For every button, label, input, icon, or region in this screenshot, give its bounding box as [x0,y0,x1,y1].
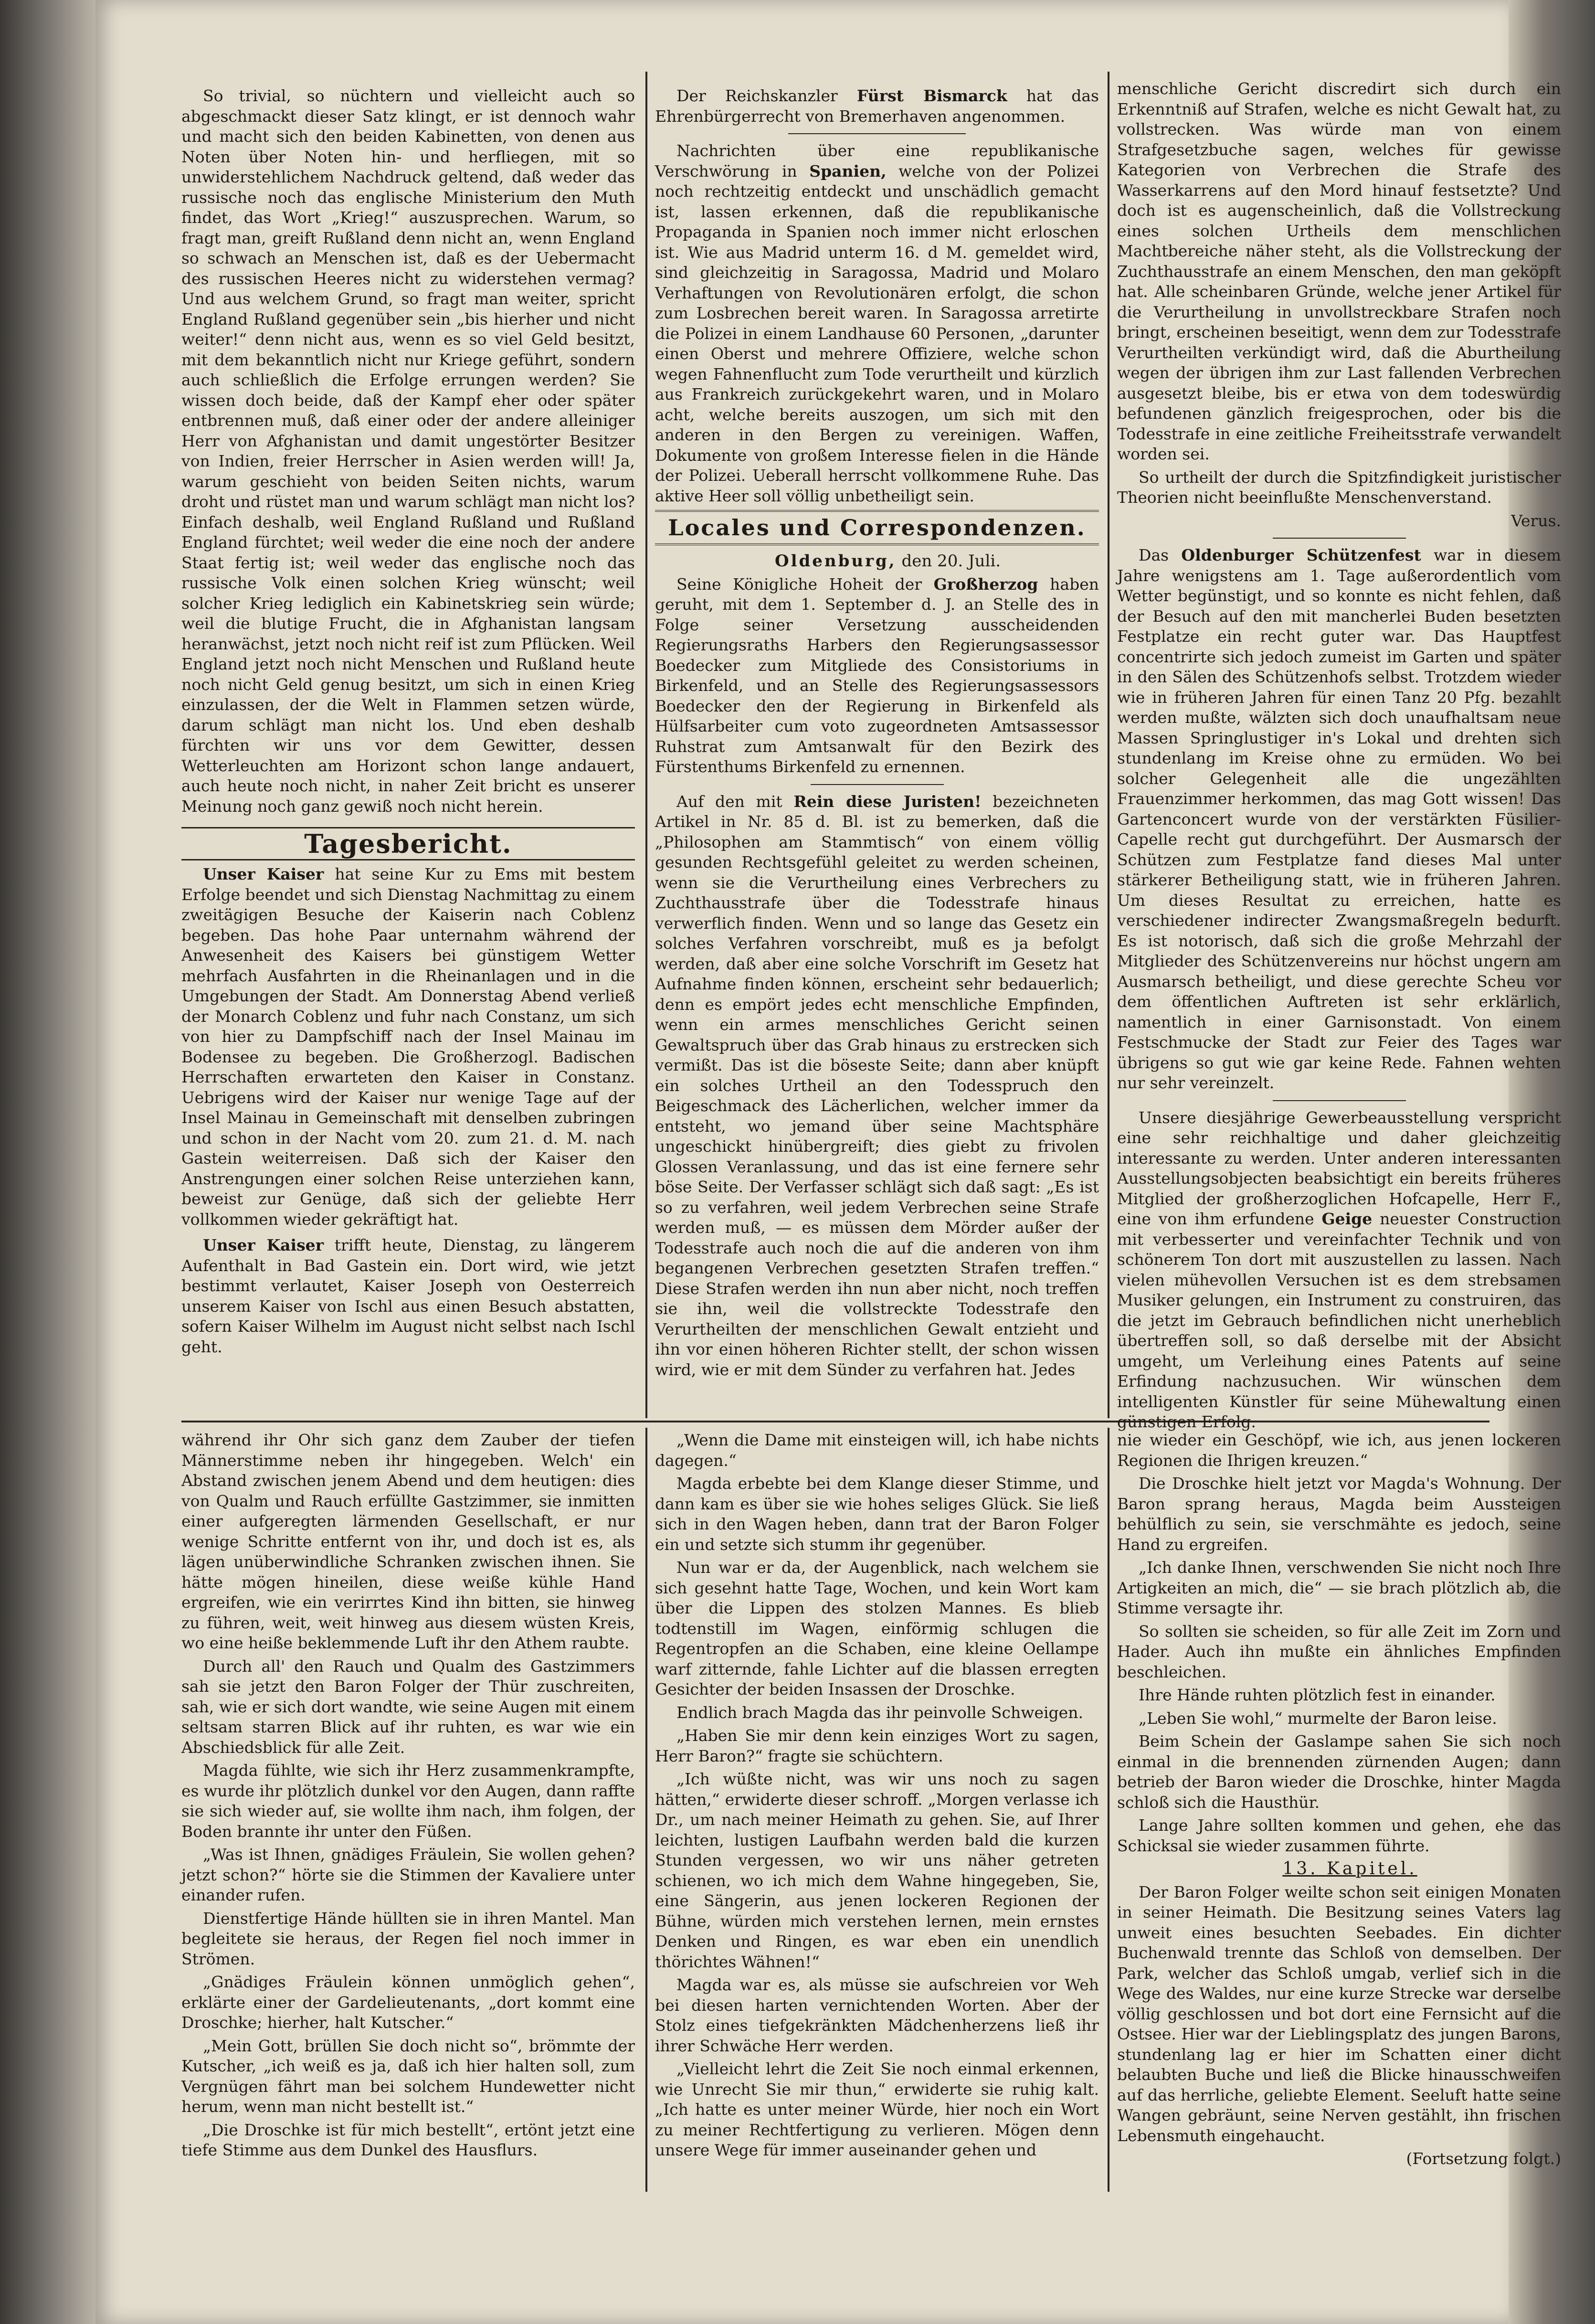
lead-spanien: Spanien, [809,161,887,180]
feuilleton-column-1 [181,1430,635,2194]
top-column-3 [1117,79,1561,1431]
article-grossherzog: Seine Königliche Hoheit der Großherzog haben geruht, mit dem 1. September d. J. an Stelle des in Folge seiner Versetzung ausscheidenden Regierungsraths Harbers den Regierungsassessor Boedecker zum Mitgliede des Consistoriums in Birkenfeld, und an Stelle des Regierungsassessors Boedecker den der Regierung in Birkenfeld als Hülfsarbeiter cum voto zugeordneten Amtsassessor Ruhstrat zum Amtsanwalt für den Bezirk des Fürstenthums Birkenfeld zu ernennen. [655,574,1099,776]
feuilleton-column-2 [655,1430,1099,2194]
feuilleton-paragraph: Magda erbebte bei dem Klange dieser Stimme, und dann kam es über sie wie hohes seliges Glück. Sie ließ sich in den Wagen heben, dann trat der Baron Folger ein und setzte sich stumm ihr gegenüber. [655,1474,1099,1554]
feuilleton-paragraph: „Ich wüßte nicht, was wir uns noch zu sagen hätten,“ erwiderte dieser schroff. „Morgen verlasse ich Dr., um nach meiner Heimath zu gehen. Sie, auf Ihrer leichten, lustigen Laufbahn werden bald die kurzen Stunden vergessen, wo wir uns näher getreten schienen, wo ich mich dem Wahne hingegeben, Sie, eine Sängerin, aus jenen lockeren Regionen der Bühne, würden mich verstehen lernen, mein ernstes Denken und Ringen, es war eben ein unendlich thörichtes Wähnen!“ [655,1770,1099,1971]
article-juristen-continued: menschliche Gericht discredirt sich durch ein Erkenntniß auf Strafen, welche es nicht Gewalt hat, zu vollstrecken. Was würde man von einem Strafgesetzbuche sagen, welches für gewisse Kategorien von Verbrechen die Strafe des Wasserkarrens auf den Mord hinauf festsetzte? Und doch ist es augenscheinlich, daß die Vollstreckung eines solchen Urtheils dem menschlichen Machtbereiche näher steht, als die Vollstreckung der Zuchthausstrafe an einem Menschen, den man geköpft hat. Alle scheinbaren Gründe, welche jener Artikel für die Verurtheilung in unvollstreckbare Strafen noch bringt, erscheinen beseitigt, wenn dem zur Todesstrafe Verurtheilten verkündigt wird, daß die Aburtheilung wegen der übrigen ihm zur Last fallenden Verbrechen ausgesetzt bleibe, bis er etwa von dem todeswürdig befundenen gänzlich freigesprochen, oder bis die Todesstrafe in eine zeitliche Freiheitsstrafe verwandelt worden sei. [1117,79,1561,463]
feuilleton-paragraph: So sollten sie scheiden, so für alle Zeit im Zorn und Hader. Auch ihn mußte ein ähnliches Empfinden beschleichen. [1117,1622,1561,1681]
divider [1273,538,1406,539]
feuilleton-paragraph: „Vielleicht lehrt die Zeit Sie noch einmal erkennen, wie Unrecht Sie mir thun,“ erwiderte sie ruhig kalt. „Ich hatte es unter meiner Würde, hier noch ein Wort zu meiner Rechtfertigung zu verlieren. Mögen denn unsere Wege für immer auseinander gehen und [655,2059,1099,2159]
top-column-1 [181,86,635,1413]
section-heading-tagesbericht: Tagesbericht. [181,827,635,860]
feuilleton-paragraph: „Die Droschke ist für mich bestellt“, ertönt jetzt eine tiefe Stimme aus dem Dunkel des Hausflurs. [181,2120,635,2159]
column-rule [645,72,647,1418]
lead-schuetzenfest: Oldenburger Schützenfest [1181,546,1421,564]
newspaper-page [95,0,1561,2324]
article-bismarck: Der Reichskanzler Fürst Bismarck hat das Ehrenbürgerrecht von Bremerhaven angenommen. [655,86,1099,126]
article-gewerbeausstellung: Unsere diesjährige Gewerbeausstellung verspricht eine sehr reichhaltige und daher gleichzeitig interessante zu werden. Unter anderen interessanten Ausstellungsobjecten beabsichtigt ein bereits früheres Mitglied der großherzoglichen Hofcapelle, Herr F., eine von ihm erfundene Geige neuester Construction mit verbesserter und vereinfachter Technik und von schönerem Ton dort mit auszustellen zu lassen. Nach vielen mühevollen Versuchen ist es dem strebsamen Musiker gelungen, ein Instrument zu construiren, das die jetzt im Gebrauch befindlichen nicht unerheblich übertreffen soll, so daß derselbe mit der Absicht umgeht, um Verleihung eines Patents auf seine Erfindung nachzusuchen. Wir wünschen dem intelligenten Künstler für seine Mühewaltung einen günstigen Erfolg. [1117,1108,1561,1431]
article-kaiser-gastein: Unser Kaiser trifft heute, Dienstag, zu längerem Aufenthalt in Bad Gastein ein. Dort wird, wie jetzt bestimmt verlautet, Kaiser Joseph von Oesterreich unserem Kaiser von Ischl aus einen Besuch abstatten, sofern Kaiser Wilhelm im August nicht selbst nach Ischl geht. [181,1236,635,1356]
lead-kaiser: Unser Kaiser [203,1236,324,1254]
chapter-heading: 13. Kapitel. [1282,1859,1417,1878]
column-rule [645,1428,647,2192]
dateline: Oldenburg, den 20. Juli. [774,552,1001,571]
book-spine [0,0,95,2324]
signature: Verus. [1511,511,1561,530]
feuilleton-paragraph: Ihre Hände ruhten plötzlich fest in einander. [1139,1686,1496,1704]
divider [788,133,966,134]
lead-kaiser: Unser Kaiser [203,865,324,883]
article-juristen-closing: So urtheilt der durch die Spitzfindigkeit juristischer Theorien nicht beeinflußte Menschenverstand. [1117,467,1561,507]
feuilleton-paragraph: „Gnädiges Fräulein können unmöglich gehen“, erklärte einer der Gardelieutenants, „dort kommt eine Droschke; hierher, halt Kutscher.“ [181,1973,635,2032]
feuilleton-paragraph: nie wieder ein Geschöpf, wie ich, aus jenen lockeren Regionen die Ihrigen kreuzen.“ [1117,1431,1561,1470]
continuation-note: (Fortsetzung folgt.) [1406,2149,1561,2168]
divider [811,784,944,785]
feuilleton-paragraph: Nun war er da, der Augenblick, nach welchem sie sich gesehnt hatte Tage, Wochen, und kein Wort kam über die Lippen des stolzen Mannes. Es blieb todtenstill im Wagen, einförmig schlugen die Regentropfen an die Schaben, eine kleine Oellampe warf zitternde, fahle Lichter auf die blassen erregten Gesichter der beiden Insassen der Droschke. [655,1558,1099,1698]
feuilleton-paragraph: während ihr Ohr sich ganz dem Zauber der tiefen Männerstimme neben ihr hingegeben. Welch' ein Abstand zwischen jenem Abend und dem heutigen: dies von Qualm und Rauch erfüllte Gastzimmer, sie inmitten einer aufgeregten lärmenden Gesellschaft, er nur wenige Schritte entfernt von ihr, und doch ist es, als lägen unüberwindliche Schranken zwischen ihnen. Sie hätte mögen hineilen, diese weiße kühle Hand ergreifen, wie ein verirrtes Kind ihn bitten, sie hinweg zu führen, weit, weit hinweg aus diesem wüsten Kreis, wo eine heiße beklemmende Luft ihr den Athem raubte. [181,1431,635,1652]
feuilleton-paragraph: „Haben Sie mir denn kein einziges Wort zu sagen, Herr Baron?“ fragte sie schüchtern. [655,1726,1099,1765]
divider [1273,1100,1406,1101]
feuilleton-paragraph: Beim Schein der Gaslampe sahen Sie sich noch einmal in die brennenden zürnenden Augen; dann betrieb der Baron wieder die Droschke, hinter Magda schloß sich die Hausthür. [1117,1732,1561,1812]
feuilleton-paragraph: „Leben Sie wohl,“ murmelte der Baron leise. [1139,1709,1497,1728]
lead-grossherzog: Großherzog [933,574,1038,594]
feuilleton-paragraph: Der Baron Folger weilte schon seit einigen Monaten in seiner Heimath. Die Besitzung seines Vaters lag unweit eines besuchten Seebades. Ein dichter Buchenwald trennte das Schloß von demselben. Der Park, welcher das Schloß umgab, verlief sich in die Wege des Waldes, nur eine kurze Strecke war derselbe völlig geschlossen und bot dort eine Fernsicht auf die Ostsee. Hier war der Lieblingsplatz des jungen Barons, stundenlang lag er hier im Schatten einer dicht belaubten Buche und ließ die Blicke hinausschweifen auf das herrliche, geliebte Element. Seeluft hatte seine Wangen gebräunt, seine Nerven gestählt, ihn frischen Lebensmuth eingehaucht. [1117,1882,1561,2145]
feuilleton-paragraph: Die Droschke hielt jetzt vor Magda's Wohnung. Der Baron sprang heraus, Magda beim Aussteigen behülflich zu sein, sie verschmähte es jedoch, seine Hand zu ergreifen. [1117,1474,1561,1554]
feuilleton-paragraph: Magda fühlte, wie sich ihr Herz zusammenkrampfte, es wurde ihr plötzlich dunkel vor den Augen, dann raffte sie sich wieder auf, sie wollte ihm nach, ihm folgen, der Boden brannte ihr unter den Füßen. [181,1761,635,1841]
column-rule [1108,72,1109,1418]
feuilleton-paragraph: Magda war es, als müsse sie aufschreien vor Weh bei diesen harten vernichtenden Worten. Aber der Stolz eines tiefgekränkten Mädchenherzens ließ ihr ihrer Schwäche Herr werden. [655,1975,1099,2055]
lead-juristen: Rein diese Juristen! [793,792,982,811]
feuilleton-paragraph: „Was ist Ihnen, gnädiges Fräulein, Sie wollen gehen? jetzt schon?“ hörte sie die Stimmen der Kavaliere unter einander rufen. [181,1845,635,1904]
section-heading-locales: Locales und Correspondenzen. [655,510,1099,545]
column-rule [1108,1428,1109,2192]
feuilleton-paragraph: Endlich brach Magda das ihr peinvolle Schweigen. [676,1703,1083,1722]
lead-bismarck: Fürst Bismarck [856,86,1007,105]
article-spanien: Nachrichten über eine republikanische Verschwörung in Spanien, welche von der Polizei noch rechtzeitig entdeckt und unschädlich gemacht ist, lassen erkennen, daß die republikanische Propaganda in Spanien noch immer nicht erloschen ist. Wie aus Madrid unterm 16. d M. gemeldet wird, sind gleichzeitig in Saragossa, Madrid und Molaro Verhaftungen von Revolutionären erfolgt, die schon zum Losbrechen bereit waren. In Saragossa arretirte die Polizei in einem Landhause 60 Personen, „darunter einen Oberst und mehrere Offiziere, welche schon wegen Fahnenflucht zum Tode verurtheilt und kürzlich aus Frankreich zurückgekehrt waren, und in Molaro acht, welche bereits auszogen, um sich mit den anderen in den Bergen zu vereinigen. Waffen, Dokumente von großem Interesse fielen in die Hände der Polizei. Ueberall herrscht vollkommene Ruhe. Das aktive Heer soll völlig unbetheiligt sein. [655,141,1099,505]
feuilleton-paragraph: „Ich danke Ihnen, verschwenden Sie nicht noch Ihre Artigkeiten an mich, die“ — sie brach plötzlich ab, die Stimme versagte ihr. [1117,1558,1561,1617]
feuilleton-paragraph: „Mein Gott, brüllen Sie doch nicht so“, brömmte der Kutscher, „ich weiß es ja, daß ich hier halten soll, zum Vergnügen fährt man bei solchem Hundewetter nicht herum, wenn man nicht bestellt ist.“ [181,2036,635,2116]
feuilleton-paragraph: Durch all' den Rauch und Qualm des Gastzimmers sah sie jetzt den Baron Folger der Thür zuschreiten, sah, wie er sich dort wandte, wie seine Augen mit einem seltsam starren Blick auf ihr ruhten, es war wie ein Abschiedsblick für alle Zeit. [181,1656,635,1757]
article-juristen: Auf den mit Rein diese Juristen! bezeichneten Artikel in Nr. 85 d. Bl. ist zu bemerken, daß die „Philosophen am Stammtisch“ von einem völlig gesunden Rechtsgefühl geleitet zu werden scheinen, wenn sie die Verurtheilung eines Verbrechers zu Zuchthausstrafe über die Todesstrafe hinaus verwerflich finden. Wenn und so lange das Gesetz ein solches Verfahren vorschreibt, muß es ja befolgt werden, daß aber eine solche Vorschrift im Gesetz hat Aufnahme finden können, erscheint sehr bedauerlich; denn es empört jedes echt menschliche Empfinden, wenn ein armes menschliches Gericht seinen Gewaltspruch über das Grab hinaus zu erstrecken sich vermißt. Das ist die böseste Seite; dann aber knüpft ein solches Urtheil an den Todesspruch den Beigeschmack des Lächerlichen, welcher immer da entsteht, wo jemand über seine Machtsphäre ungeschickt hinübergreift; dies giebt zu frivolen Glossen Veranlassung, und das ist eine fernere sehr böse Seite. Der Verfasser schlägt sich daß sagt: „Es ist so zu verfahren, weil jedem Verbrechen seine Strafe werden muß, — es müssen dem Mörder außer der Todesstrafe auch noch die auf die anderen von ihm begangenen Verbrechen gesetzten Strafen treffen.“ Diese Strafen werden ihn nun aber nicht, noch treffen sie ihn, weil die vollstreckte Todesstrafe den Verurtheilten der menschlichen Gewalt entzieht und ihn vor einen höheren Richter stellt, der schon wissen wird, wie er mit dem Sünder zu verfahren hat. Jedes [655,792,1099,1379]
article-russia-england: So trivial, so nüchtern und vielleicht auch so abgeschmackt dieser Satz klingt, er ist dennoch wahr und macht sich den beiden Kabinetten, von denen aus Noten über Noten hin- und herfliegen, mit so unwiderstehlichem Nachdruck geltend, daß weder das russische noch das englische Ministerium den Muth findet, das Wort „Krieg!“ auszusprechen. Warum, so fragt man, greift Rußland denn nicht an, wenn England so schwach an Menschen ist, daß es der Uebermacht des russischen Heeres nicht zu widerstehen vermag? Und aus welchem Grund, so fragt man weiter, spricht England Rußland gegenüber sein „bis hierher und nicht weiter!“ denn nicht aus, wenn es so viel Geld besitzt, mit dem bekanntlich nicht nur Kriege geführt, sondern auch schließlich die Erfolge errungen werden? Sie wissen doch beide, daß der Kampf eher oder später entbrennen muß, daß einer oder der andere alleiniger Herr von Afghanistan und damit ungestörter Besitzer von Indien, freier Herrscher in Asien werden will! Ja, warum geschieht von beiden Seiten nichts, warum droht und rüstet man und warum schlägt man nicht los? Einfach deshalb, weil England Rußland und Rußland England fürchtet; weil weder die eine noch der andere Staat fertig ist; weil weder das englische noch das russische Volk einen solchen Krieg wünscht; weil solcher Krieg lediglich ein Kabinetskrieg sein würde; weil die blutige Frucht, die in Afghanistan langsam heranwächst, jetzt noch nicht reif ist zum Pflücken. Weil England jetzt noch nicht Menschen und Rußland heute noch nicht Geld genug besitzt, um sich in einen Krieg einzulassen, der die Welt in Flammen setzen würde, darum schlägt man nicht los. Und eben deshalb fürchten wir uns vor dem Gewitter, dessen Wetterleuchten am Horizont schon lange andauert, auch heute noch nicht, in naher Zeit bricht es unserer Meinung noch ganz gewiß noch nicht herein. [181,86,635,816]
lead-geige: Geige [1321,1210,1373,1228]
feuilleton-paragraph: „Wenn die Dame mit einsteigen will, ich habe nichts dagegen.“ [655,1431,1099,1470]
feuilleton-paragraph: Lange Jahre sollten kommen und gehen, ehe das Schicksal sie wieder zusammen führte. [1117,1816,1561,1855]
article-schuetzenfest: Das Oldenburger Schützenfest war in diesem Jahre wenigstens am 1. Tage außerordentlich vom Wetter begünstigt, und so konnte es nicht fehlen, daß der Besuch auf den mit mancherlei Buden besetzten Festplatze ein recht guter war. Das Hauptfest concentrirte sich jedoch zumeist im Garten und später in den Sälen des Schützenhofs selbst. Trotzdem wieder wie in früheren Jahren für einen Tanz 20 Pfg. bezahlt werden mußte, wälzten sich doch unaufhaltsam neue Massen Springlustiger in's Lokal und drehten sich stundenlang im Kreise ohne zu ermüden. Wo bei solcher Gelegenheit alle die ungezählten Frauenzimmer herkommen, das mag Gott wissen! Das Gartenconcert wurde von der verstärkten Füsilier-Capelle recht gut durchgeführt. Der Ausmarsch der Schützen zum Festplatze fand dieses Mal unter stärkerer Betheiligung statt, wie in früheren Jahren. Um dieses Resultat zu erreichen, hatte es verschiedener indirecter Zwangsmaßregeln bedurft. Es ist notorisch, daß sich die große Mehrzahl der Mitglieder des Schützenvereins nur höchst ungern am Ausmarsch betheiligt, und diese gerechte Scheu vor dem öffentlichen Auftreten ist sehr erklärlich, namentlich in einer Garnisonstadt. Von einem Festschmucke der Stadt zur Feier des Tages war übrigens so gut wie gar keine Rede. Fahnen wehten nur sehr vereinzelt. [1117,546,1561,1092]
top-column-2 [655,86,1099,1413]
feuilleton-paragraph: Dienstfertige Hände hüllten sie in ihren Mantel. Man begleitete sie heraus, der Regen fiel noch immer in Strömen. [181,1909,635,1968]
feuilleton-column-3 [1117,1430,1561,2194]
article-kaiser-ems: Unser Kaiser hat seine Kur zu Ems mit bestem Erfolge beendet und sich Dienstag Nachmittag zu einem zweitägigen Besuche der Kaiserin nach Coblenz begeben. Das hohe Paar unternahm während der Anwesenheit des Kaisers bei günstigem Wetter mehrfach Ausfahrten in die Rheinanlagen und in die Umgebungen der Stadt. Am Donnerstag Abend verließ der Monarch Coblenz und fuhr nach Constanz, um sich von hier zu Dampfschiff nach der Insel Mainau im Bodensee zu begeben. Die Großherzogl. Badischen Herrschaften erwarteten den Kaiser in Constanz. Uebrigens wird der Kaiser nur wenige Tage auf der Insel Mainau in Gemeinschaft mit denselben zubringen und schon in der Nacht vom 20. zum 21. d. M. nach Gastein weiterreisen. Daß sich der Kaiser den Anstrengungen einer solchen Reise unterziehen kann, beweist zur Genüge, daß sich der geliebte Herr vollkommen wieder gekräftigt hat. [181,865,635,1229]
